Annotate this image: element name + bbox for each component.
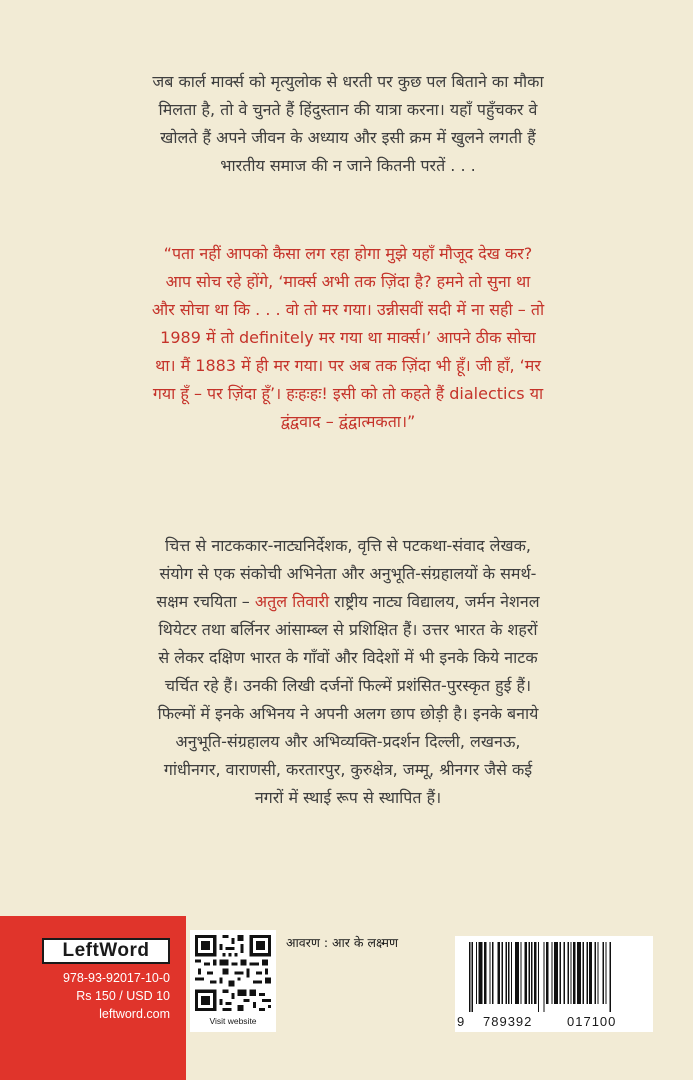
quote-line: 1989 में तो definitely मर गया था मार्क्स।’ आपने ठीक सोचा xyxy=(160,328,536,347)
bio-line: चर्चित रहे हैं। उनकी लिखी दर्जनों फिल्में प्रशंसित-पुरस्कृत हुई हैं। xyxy=(164,676,532,695)
author-bio xyxy=(78,532,618,812)
barcode-bar xyxy=(511,942,512,1004)
barcode-bar xyxy=(603,942,604,1004)
barcode-bar xyxy=(559,942,560,1004)
barcode-bar xyxy=(551,942,552,1004)
barcode-bar xyxy=(538,942,539,1012)
intro-line: मिलता है, तो वे चुनते हैं हिंदुस्तान की यात्रा करना। यहाँ पहुँचकर वे xyxy=(158,100,538,119)
barcode-bar xyxy=(534,942,537,1004)
qr-caption: Visit website xyxy=(209,1016,257,1026)
quote-line: द्वंद्ववाद – द्वंद्वात्मकता।” xyxy=(280,412,416,431)
barcode-bar xyxy=(589,942,592,1004)
bio-line-prefix: सक्षम रचयिता – xyxy=(156,592,255,611)
bio-line: गांधीनगर, वाराणसी, करतारपुर, कुरुक्षेत्र, जम्मू, श्रीनगर जैसे कई xyxy=(163,760,533,779)
author-name: अतुल तिवारी xyxy=(254,592,330,611)
barcode-bar xyxy=(609,942,610,1012)
barcode-bar xyxy=(492,942,493,1004)
barcode-bar xyxy=(489,942,490,1004)
isbn-barcode xyxy=(455,936,653,1032)
cover-credit: आवरण : आर के लक्ष्मण xyxy=(286,935,399,950)
bio-line: फिल्मों में इनके अभिनय ने अपनी अलग छाप छोड़ी है। इनके बनाये xyxy=(157,704,539,723)
barcode-bar xyxy=(568,942,569,1004)
website-link[interactable]: leftword.com xyxy=(99,1007,170,1021)
barcode-bar xyxy=(597,942,598,1004)
barcode-bar xyxy=(469,942,470,1012)
barcode-bar xyxy=(586,942,587,1004)
bio-line: से लेकर दक्षिण भारत के गाँवों और विदेशों में भी इनके किये नाटक xyxy=(158,648,538,667)
barcode-bar xyxy=(582,942,583,1004)
intro-line: भारतीय समाज की न जाने कितनी परतें . . . xyxy=(220,156,476,175)
barcode-bar xyxy=(476,942,477,1004)
barcode-bar xyxy=(564,942,565,1004)
qr-code[interactable] xyxy=(190,930,276,1032)
barcode-bar xyxy=(501,942,502,1004)
barcode-digit-lead: 9 xyxy=(457,1014,466,1029)
price-text: Rs 150 / USD 10 xyxy=(76,989,170,1003)
leftword-logo xyxy=(42,938,170,964)
barcode-bar xyxy=(484,942,487,1004)
barcode-bar xyxy=(524,942,527,1004)
barcode-bar xyxy=(508,942,509,1004)
barcode-bar xyxy=(478,942,482,1004)
marx-quote xyxy=(78,240,618,436)
logo-text: LeftWord xyxy=(62,940,150,961)
barcode-bar xyxy=(577,942,581,1004)
barcode-bar xyxy=(505,942,506,1004)
barcode-bars xyxy=(469,942,641,1012)
barcode-bar xyxy=(595,942,596,1004)
barcode-bar xyxy=(543,942,544,1012)
quote-line: गया हूँ – पर ज़िंदा हूँ’। हःहःहः! इसी को तो कहते हैं dialectics या xyxy=(152,384,544,403)
bio-line: नगरों में स्थाई रूप से स्थापित हैं। xyxy=(254,788,442,807)
barcode-bar xyxy=(573,942,576,1004)
barcode-bar xyxy=(497,942,500,1004)
intro-line: जब कार्ल मार्क्स को मृत्युलोक से धरती पर कुछ पल बिताने का मौका xyxy=(152,72,544,91)
intro-line: खोलते हैं अपने जीवन के अध्याय और इसी क्रम में खुलने लगती हैं xyxy=(160,128,536,147)
bio-line: संयोग से एक संकोची अभिनेता और अनुभूति-संग्रहालयों के समर्थ- xyxy=(159,564,537,583)
bio-line xyxy=(78,588,618,616)
barcode-bar xyxy=(515,942,519,1004)
barcode-bar xyxy=(472,942,473,1012)
barcode-bar xyxy=(554,942,558,1004)
bio-line: थियेटर तथा बर्लिनर आंसाम्ब्ल से प्रशिक्षित हैं। उत्तर भारत के शहरों xyxy=(158,620,538,639)
quote-line: था। मैं 1883 में ही मर गया। पर अब तक ज़िंदा भी हूँ। जी हाँ, ‘मर xyxy=(155,356,541,375)
isbn-text: 978-93-92017-10-0 xyxy=(62,971,170,985)
bio-line: अनुभूति-संग्रहालय और अभिव्यक्ति-प्रदर्शन दिल्ली, लखनऊ, xyxy=(175,732,521,751)
bio-line-suffix: राष्ट्रीय नाट्य विद्यालय, जर्मन नेशनल xyxy=(329,592,540,611)
quote-line: “पता नहीं आपको कैसा लग रहा होगा मुझे यहाँ मौजूद देख कर? xyxy=(163,244,533,263)
barcode-bar xyxy=(570,942,571,1004)
barcode-bar xyxy=(531,942,532,1004)
intro-paragraph xyxy=(78,68,618,180)
barcode-bar xyxy=(528,942,529,1004)
barcode-bar xyxy=(520,942,521,1004)
barcode-bar xyxy=(546,942,549,1004)
bio-line: चित्त से नाटककार-नाट्यनिर्देशक, वृत्ति से पटकथा-संवाद लेखक, xyxy=(164,536,531,555)
quote-line: आप सोच रहे होंगे, ‘मार्क्स अभी तक ज़िंदा है? हमने तो सुना था xyxy=(165,272,531,291)
barcode-bar xyxy=(605,942,606,1004)
barcode-digits-group2: 017100 xyxy=(567,1014,617,1029)
barcode-digits-group1: 789392 xyxy=(483,1014,533,1029)
quote-line: और सोचा था कि . . . वो तो मर गया। उन्नीसवीं सदी में ना सही – तो xyxy=(151,300,545,319)
qr-code-icon xyxy=(195,935,271,1011)
